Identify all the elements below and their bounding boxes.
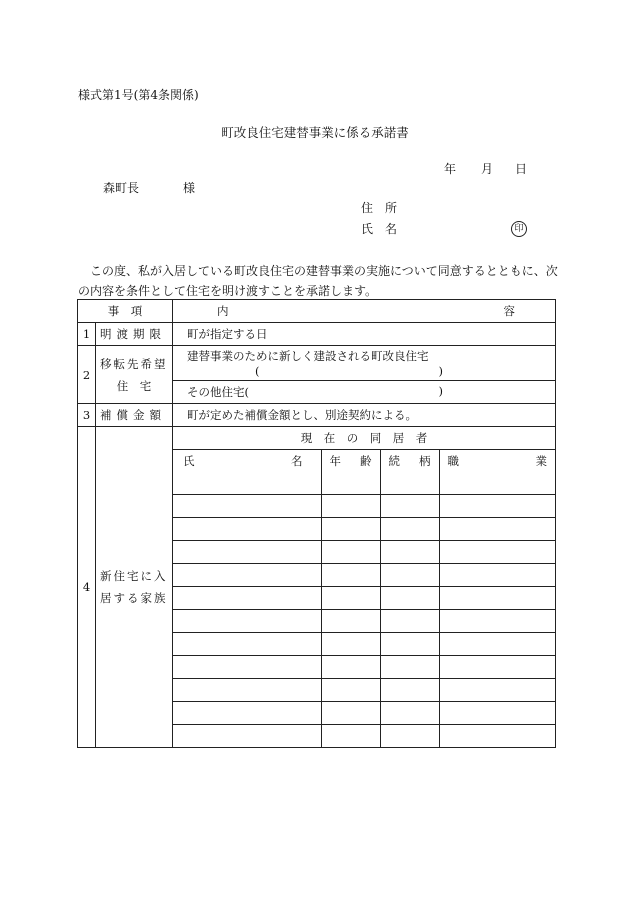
row-label: 補償金額 <box>96 404 173 427</box>
family-name-cell[interactable] <box>173 610 321 633</box>
row-label: 明渡期限 <box>96 323 173 346</box>
family-table-cell <box>173 427 556 748</box>
table-row <box>78 346 556 381</box>
family-name-cell[interactable] <box>173 472 321 495</box>
family-columns-row <box>173 450 555 473</box>
family-blank-row <box>173 702 555 725</box>
family-name-cell[interactable] <box>173 656 321 679</box>
family-name-cell[interactable] <box>173 587 321 610</box>
header-content <box>173 300 556 323</box>
family-name-cell[interactable] <box>173 679 321 702</box>
form-number: 様式第1号(第4条関係) <box>78 88 199 102</box>
family-age-cell[interactable] <box>321 587 380 610</box>
family-occupation-cell[interactable] <box>439 472 555 495</box>
addressee-honorific: 様 <box>183 181 196 195</box>
row-content-a: 建替事業のために新しく建設される町改良住宅 ( ) <box>173 346 556 381</box>
table-row <box>78 427 556 748</box>
family-blank-row <box>173 541 555 564</box>
family-age-cell[interactable] <box>321 610 380 633</box>
family-relation-cell[interactable] <box>380 656 439 679</box>
family-relation-cell[interactable] <box>380 564 439 587</box>
family-occupation-cell[interactable] <box>439 633 555 656</box>
family-occupation-cell[interactable] <box>439 702 555 725</box>
seal-icon: 印 <box>511 221 527 237</box>
family-blank-row <box>173 564 555 587</box>
family-relation-cell[interactable] <box>380 610 439 633</box>
document-title: 町改良住宅建替事業に係る承諾書 <box>221 125 409 140</box>
family-age-cell[interactable] <box>321 656 380 679</box>
conditions-table <box>77 299 556 748</box>
family-blank-row <box>173 610 555 633</box>
family-blank-row <box>173 587 555 610</box>
family-occupation-cell[interactable] <box>439 495 555 518</box>
row-number: 4 <box>78 427 96 748</box>
row-label: 移転先希望 住 宅 <box>96 346 173 404</box>
family-age-cell[interactable] <box>321 679 380 702</box>
table-row <box>78 323 556 346</box>
family-age-cell[interactable] <box>321 472 380 495</box>
family-occupation-cell[interactable] <box>439 587 555 610</box>
family-relation-cell[interactable] <box>380 633 439 656</box>
header-item: 事 項 <box>78 300 173 323</box>
family-table <box>173 427 555 747</box>
column-relation: 続 柄 <box>380 450 439 473</box>
row-content: 町が定めた補償金額とし、別途契約による。 <box>173 404 556 427</box>
family-blank-row <box>173 495 555 518</box>
row-number: 3 <box>78 404 96 427</box>
family-age-cell[interactable] <box>321 702 380 725</box>
family-relation-cell[interactable] <box>380 702 439 725</box>
family-occupation-cell[interactable] <box>439 679 555 702</box>
family-occupation-cell[interactable] <box>439 518 555 541</box>
family-relation-cell[interactable] <box>380 725 439 748</box>
family-relation-cell[interactable] <box>380 587 439 610</box>
family-relation-cell[interactable] <box>380 541 439 564</box>
family-occupation-cell[interactable] <box>439 541 555 564</box>
family-blank-row <box>173 725 555 748</box>
header-content-left: 内 <box>217 304 229 318</box>
family-occupation-cell[interactable] <box>439 656 555 679</box>
family-age-cell[interactable] <box>321 725 380 748</box>
family-name-cell[interactable] <box>173 541 321 564</box>
family-blank-row <box>173 472 555 495</box>
row-content: 町が指定する日 <box>173 323 556 346</box>
family-age-cell[interactable] <box>321 633 380 656</box>
family-blank-row <box>173 633 555 656</box>
header-content-right: 容 <box>503 304 515 318</box>
seal-mark <box>511 220 527 237</box>
family-age-cell[interactable] <box>321 541 380 564</box>
family-occupation-cell[interactable] <box>439 564 555 587</box>
table-row <box>78 404 556 427</box>
family-name-cell[interactable] <box>173 564 321 587</box>
table-header-row <box>78 300 556 323</box>
family-relation-cell[interactable] <box>380 472 439 495</box>
row-number: 2 <box>78 346 96 404</box>
family-blank-row <box>173 679 555 702</box>
family-name-cell[interactable] <box>173 495 321 518</box>
row-label: 新住宅に入 居する家族 <box>96 427 173 748</box>
family-relation-cell[interactable] <box>380 679 439 702</box>
family-name-cell[interactable] <box>173 633 321 656</box>
body-text-line2: の内容を条件として住宅を明け渡すことを承諾します。 <box>78 284 378 298</box>
column-name: 氏 名 <box>173 450 321 473</box>
family-header: 現 在 の 同 居 者 <box>173 427 555 450</box>
date-year-label: 年 <box>444 162 457 176</box>
row-number: 1 <box>78 323 96 346</box>
date-day-label: 日 <box>515 162 528 176</box>
row-content-b: その他住宅( ) <box>173 381 556 404</box>
family-occupation-cell[interactable] <box>439 725 555 748</box>
family-age-cell[interactable] <box>321 495 380 518</box>
family-occupation-cell[interactable] <box>439 610 555 633</box>
applicant-name-label: 氏 名 <box>361 222 398 236</box>
family-name-cell[interactable] <box>173 518 321 541</box>
family-rows <box>173 472 555 747</box>
family-relation-cell[interactable] <box>380 495 439 518</box>
family-age-cell[interactable] <box>321 518 380 541</box>
family-blank-row <box>173 656 555 679</box>
family-name-cell[interactable] <box>173 702 321 725</box>
date-month-label: 月 <box>481 162 494 176</box>
family-relation-cell[interactable] <box>380 518 439 541</box>
family-age-cell[interactable] <box>321 564 380 587</box>
family-blank-row <box>173 518 555 541</box>
family-name-cell[interactable] <box>173 725 321 748</box>
addressee-name: 森町長 <box>103 181 140 195</box>
column-occupation: 職 業 <box>439 450 555 473</box>
body-text-line1: この度、私が入居している町改良住宅の建替事業の実施について同意するとともに、次 <box>90 264 558 278</box>
applicant-address-label: 住 所 <box>361 201 398 215</box>
column-age: 年 齢 <box>321 450 380 473</box>
